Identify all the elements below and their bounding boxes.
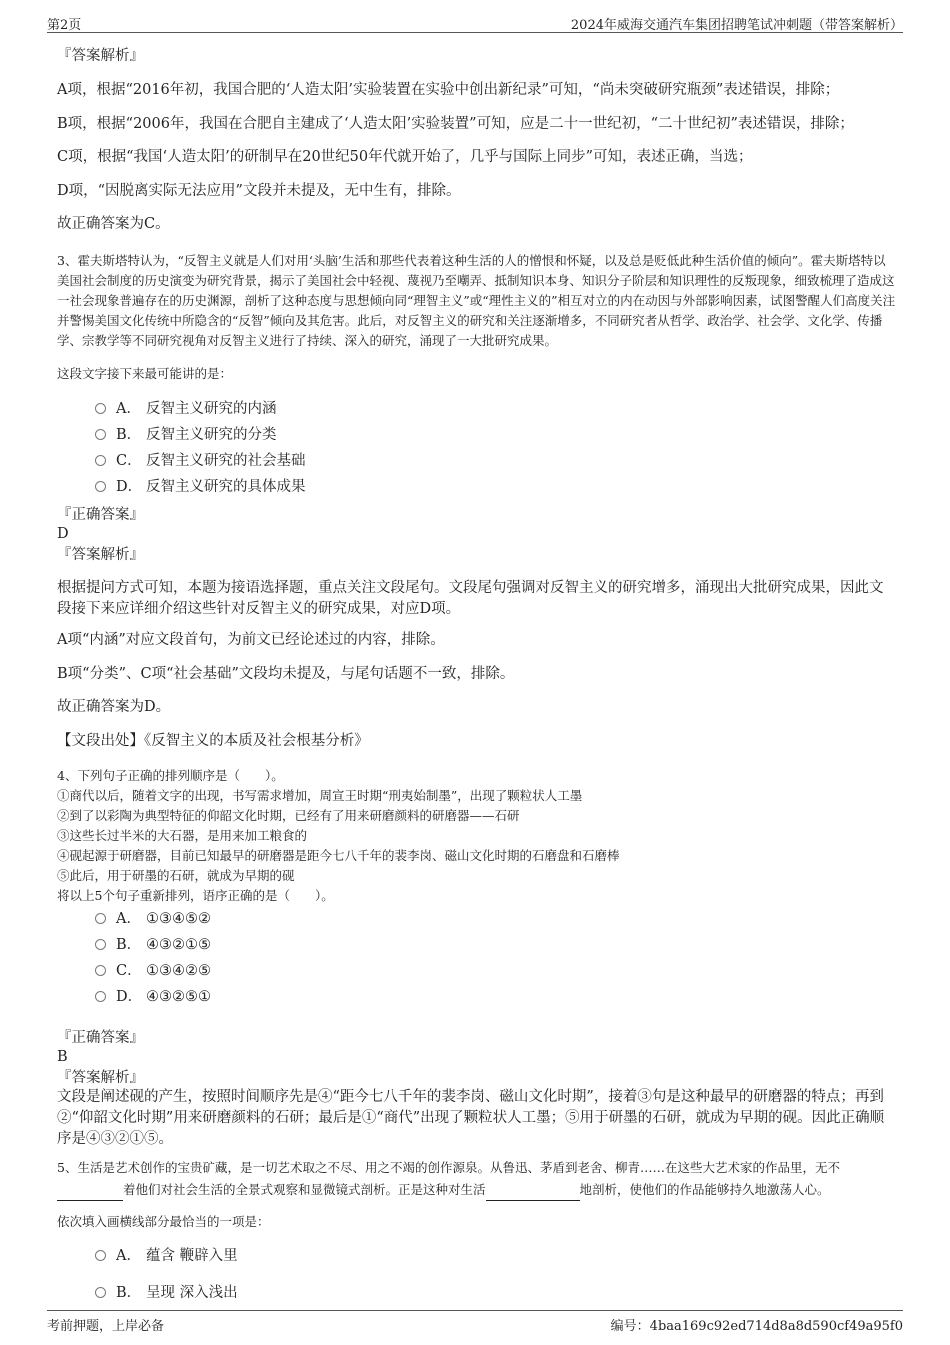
radio-icon[interactable] [95,991,106,1002]
q2-analysis-b: B项，根据“2006年，我国在合肥自主建成了‘人造太阳’实验装置”可知，应是二十一世纪初，“二十世纪初”表述错误，排除； [57,116,854,132]
q5-stem-part-2: 着他们对社会生活的全景式观察和显微镜式剖析。正是这种对生活 [123,1182,486,1197]
option-text: 反智主义研究的分类 [146,427,277,443]
option-text: 反智主义研究的具体成果 [146,479,306,495]
q3-analysis-label: 『答案解析』 [57,547,144,563]
q5-question: 依次填入画横线部分最恰当的一项是： [57,1214,270,1229]
q2-analysis-a: A项，根据“2016年初，我国合肥的‘人造太阳’实验装置在实验中创出新纪录”可知，“尚未突破研究瓶颈”表述错误，排除； [57,82,840,98]
q4-sentence-5: ⑤此后，用于研墨的石研，就成为早期的砚 [57,868,295,883]
option-text: 蕴含 鞭辟入里 [146,1248,238,1264]
q4-stem: 4、下列句子正确的排列顺序是（ ）。 [57,768,284,783]
radio-icon[interactable] [95,403,106,414]
q4-sentence-4: ④砚起源于研磨器，目前已知最早的研磨器是距今七八千年的裴李岗、磁山文化时期的石磨盘和石磨棒 [57,848,620,863]
option-text: ①③④⑤② [146,911,211,927]
q3-answer: D [57,526,69,542]
option-label: D． [116,479,143,495]
q5-option-a[interactable] [95,1245,238,1267]
page-footer [47,1310,903,1333]
q3-analysis-1: 根据提问方式可知，本题为接语选择题，重点关注文段尾句。文段尾句强调对反智主义的研究增多，涌现出大批研究成果，因此文段接下来应详细介绍这些针对反智主义的研究成果，对应D项。 [57,580,884,617]
radio-icon[interactable] [95,455,106,466]
page-number: 第2页 [47,18,82,33]
option-label: B． [116,937,142,953]
q4-answer-label: 『正确答案』 [57,1030,144,1046]
q3-option-c[interactable] [95,450,306,472]
radio-icon[interactable] [95,429,106,440]
page-header [47,12,903,33]
q4-answer: B [57,1049,68,1065]
option-label: D． [116,989,143,1005]
option-label: A． [116,1248,141,1264]
option-label: B． [116,1285,142,1301]
q5-option-b[interactable] [95,1282,238,1304]
option-label: B． [116,427,142,443]
option-text: 呈现 深入浅出 [146,1285,238,1301]
radio-icon[interactable] [95,1250,106,1261]
q3-analysis-3: B项“分类”、C项“社会基础”文段均未提及，与尾句话题不一致，排除。 [57,666,515,682]
q3-source: 【文段出处】《反智主义的本质及社会根基分析》 [57,733,369,749]
footer-slogan: 考前押题，上岸必备 [47,1319,165,1334]
radio-icon[interactable] [95,481,106,492]
radio-icon[interactable] [95,939,106,950]
q4-option-a[interactable] [95,908,211,930]
q4-option-d[interactable] [95,986,211,1008]
document-code: 编号：4baa169c92ed714d8a8d590cf49a95f0 [610,1319,903,1334]
option-text: ④③②⑤① [146,989,211,1005]
radio-icon[interactable] [95,965,106,976]
radio-icon[interactable] [95,1287,106,1298]
q2-conclusion: 故正确答案为C。 [57,216,170,232]
option-text: 反智主义研究的内涵 [146,401,277,417]
document-title: 2024年威海交通汽车集团招聘笔试冲刺题（带答案解析） [570,18,903,33]
option-text: ④③②①⑤ [146,937,211,953]
q4-analysis-label: 『答案解析』 [57,1070,144,1086]
q3-stem: 3、霍夫斯塔特认为，“反智主义就是人们对用‘头脑’生活和那些代表着这种生活的人的憎恨和怀疑，以及总是贬低此种生活价值的倾向”。霍夫斯塔特以美国社会制度的历史演变为研究背景，揭示了美国社会中轻视、蔑视乃至嘲弄、抵制知识本身、知识分子阶层和知识理性的反叛现象，细致梳理了造成这一社会现象普遍存在的历史渊源，剖析了这种态度与思想倾向同“理智主义”或“理性主义的”相互对立的内在动因与外部影响因素，试图警醒人们高度关注并警惕美国文化传统中所隐含的“反智”倾向及其危害。此后，对反智主义的研究和关注逐渐增多，不同研究者从哲学、政治学、社会学、文化学、传播学、宗教学等不同研究视角对反智主义进行了持续、深入的研究，涌现了一大批研究成果。 [57,253,896,348]
option-label: A． [116,911,141,927]
q2-analysis-d: D项，“因脱离实际无法应用”文段并未提及，无中生有，排除。 [57,183,461,199]
q5-stem-part-3: 地剖析，使他们的作品能够持久地激荡人心。 [579,1182,830,1197]
radio-icon[interactable] [95,913,106,924]
option-label: C． [116,453,142,469]
blank-1 [57,1186,123,1201]
q5-stem-part-1: 5、生活是艺术创作的宝贵矿藏，是一切艺术取之不尽、用之不竭的创作源泉。从鲁迅、茅盾到老舍、柳青……在这些大艺术家的作品里，无不 [57,1160,840,1175]
q4-sentence-1: ①商代以后，随着文字的出现，书写需求增加，周宣王时期“刑夷始制墨”，出现了颗粒状人工墨 [57,788,583,803]
blank-2 [486,1186,580,1201]
q4-question: 将以上5个句子重新排列，语序正确的是（ ）。 [57,888,334,903]
q2-analysis-label: 『答案解析』 [57,48,144,64]
q5-stem [57,1157,897,1201]
q4-analysis: 文段是阐述砚的产生，按照时间顺序先是④“距今七八千年的裴李岗、磁山文化时期”，接着③句是这种最早的研磨器的特点；再到②“仰韶文化时期”用来研磨颜料的石研；最后是①“商代”出现了颗粒状人工墨；⑤用于研墨的石研，就成为早期的砚。因此正确顺序是④③②①⑤。 [57,1089,885,1147]
q4-sentence-3: ③这些长过半米的大石器，是用来加工粮食的 [57,828,308,843]
q4-sentence-2: ②到了以彩陶为典型特征的仰韶文化时期，已经有了用来研磨颜料的研磨器——石研 [57,808,520,823]
q3-option-d[interactable] [95,476,306,498]
q3-answer-label: 『正确答案』 [57,507,144,523]
option-text: ①③④②⑤ [146,963,211,979]
q3-option-b[interactable] [95,424,277,446]
q3-question: 这段文字接下来最可能讲的是： [57,366,233,381]
option-text: 反智主义研究的社会基础 [146,453,306,469]
option-label: C． [116,963,142,979]
q2-analysis-c: C项，根据“我国‘人造太阳’的研制早在20世纪50年代就开始了，几乎与国际上同步”可知，表述正确，当选； [57,149,753,165]
q3-analysis-2: A项“内涵”对应文段首句，为前文已经论述过的内容，排除。 [57,632,445,648]
q4-option-c[interactable] [95,960,211,982]
q3-conclusion: 故正确答案为D。 [57,699,171,715]
q3-option-a[interactable] [95,398,277,420]
q4-option-b[interactable] [95,934,211,956]
option-label: A． [116,401,141,417]
